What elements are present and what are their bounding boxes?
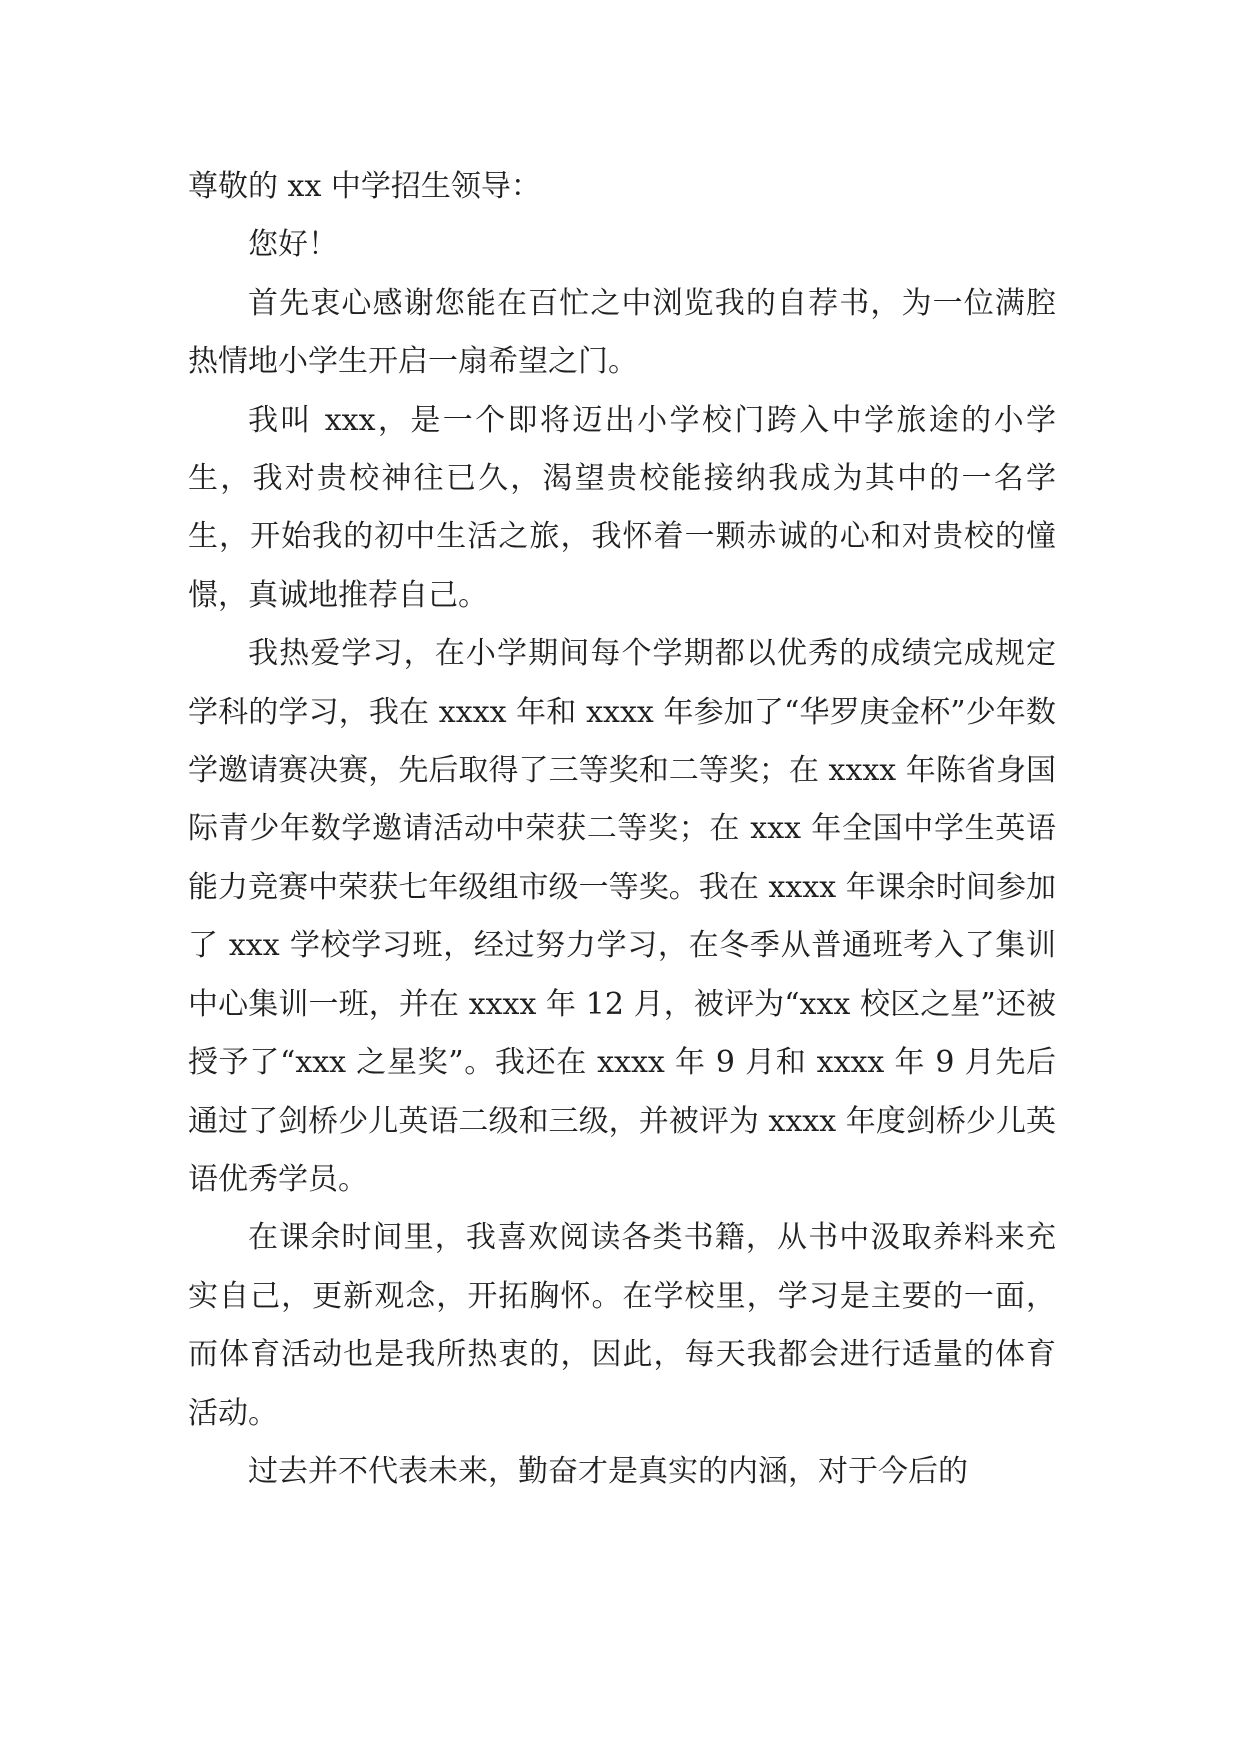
greeting-paragraph: 您好！ bbox=[248, 227, 338, 263]
hobbies-paragraph: 在课余时间里，我喜欢阅读各类书籍，从书中汲取养料来充实自己，更新观念，开拓胸怀。在学校里，学习是主要的一面，而体育活动也是我所热衷的，因此，每天我都会进行适量的体育活动。 bbox=[188, 1220, 1056, 1431]
letter-body bbox=[188, 158, 1056, 1501]
achievements-paragraph: 我热爱学习，在小学期间每个学期都以优秀的成绩完成规定学科的学习，我在 xxxx 年和 xxxx 年参加了“华罗庚金杯”少年数学邀请赛决赛，先后取得了三等奖和二等奖；在 xxxx 年陈省身国际青少年数学邀请活动中荣获二等奖；在 xxx 年全国中学生英语能力竞赛中荣获七年级组市级一等奖。我在 xxxx 年课余时间参加了 xxx 学校学习班，经过努力学习，在冬季从普通班考入了集训中心集训一班，并在 xxxx 年 12 月，被评为“xxx 校区之星”还被授予了“xxx 之星奖”。我还在 xxxx 年 9 月和 xxxx 年 9 月先后通过了剑桥少儿英语二级和三级，并被评为 xxxx 年度剑桥少儿英语优秀学员。 bbox=[188, 636, 1056, 1197]
thanks-paragraph: 首先衷心感谢您能在百忙之中浏览我的自荐书，为一位满腔热情地小学生开启一扇希望之门。 bbox=[188, 285, 1056, 380]
closing-paragraph: 过去并不代表未来，勤奋才是真实的内涵，对于今后的 bbox=[248, 1453, 968, 1489]
salutation: 尊敬的 xx 中学招生领导： bbox=[188, 169, 541, 204]
introduction-paragraph: 我叫 xxx，是一个即将迈出小学校门跨入中学旅途的小学生，我对贵校神往已久，渴望贵校能接纳我成为其中的一名学生，开始我的初中生活之旅，我怀着一颗赤诚的心和对贵校的憧憬，真诚地推荐自己。 bbox=[188, 402, 1056, 613]
